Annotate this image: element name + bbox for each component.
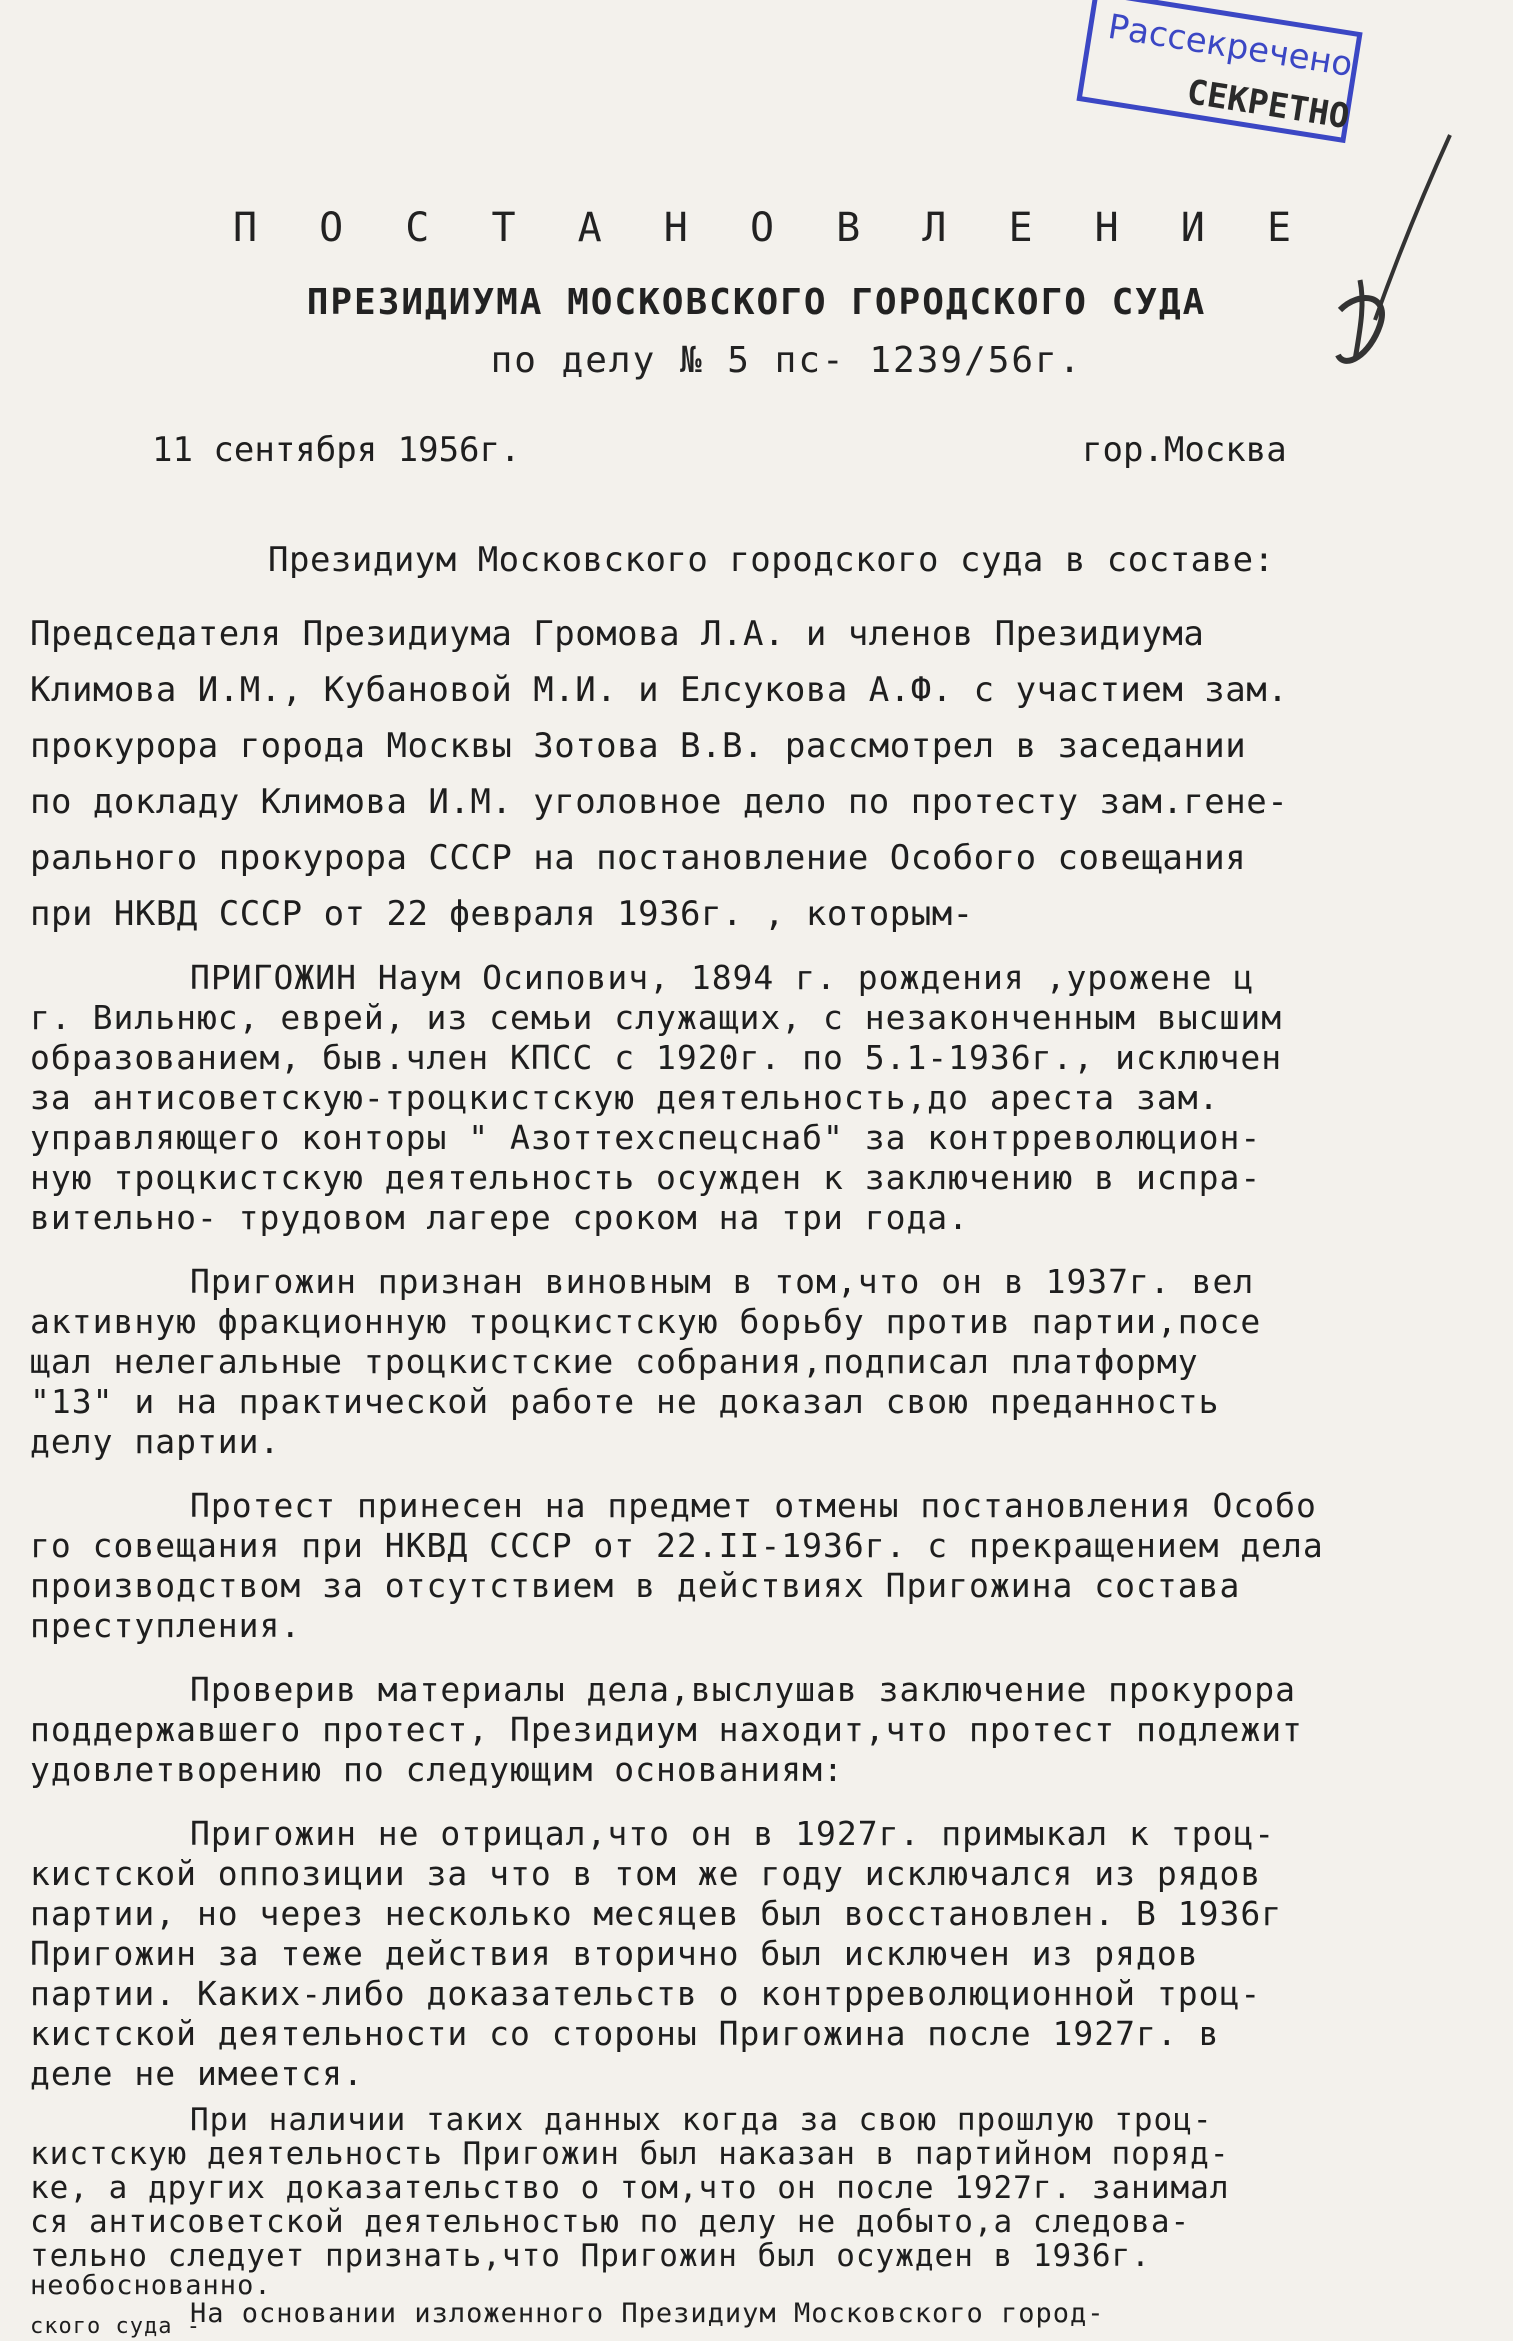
text-line: ную троцкистскую деятельность осужден к заключению в испра- [30, 1158, 1262, 1197]
text-line: преступления. [30, 1606, 302, 1645]
text-line: Председателя Президиума Громова Л.А. и членов Президиума [30, 614, 1205, 654]
text-line: за антисоветскую-троцкистскую деятельность,до ареста зам. [30, 1078, 1220, 1117]
text-line: кистской деятельности со стороны Пригожина после 1927г. в [30, 2014, 1220, 2053]
text-line: партии. Каких-либо доказательств о контрреволюционной троц- [30, 1974, 1262, 2013]
text-line: Пригожин признан виновным в том,что он в 1937г. вел [190, 1262, 1255, 1301]
stamp-declassified-text: Рассекречено [1105, 6, 1356, 86]
text-line: производством за отсутствием в действиях Пригожина состава [30, 1566, 1241, 1605]
text-line: На основании изложенного Президиум Московского город- [190, 2298, 1105, 2329]
text-line: ся антисоветской деятельностью по делу не добыто,а следова- [30, 2204, 1191, 2240]
document-city: гор.Москва [1082, 430, 1287, 470]
case-number: по делу № 5 пс- 1239/56г. [490, 340, 1083, 381]
text-line: кистской оппозиции за что в том же году исключался из рядов [30, 1854, 1262, 1893]
text-line: делу партии. [30, 1422, 281, 1461]
text-line: го совещания при НКВД СССР от 22.II-1936г. с прекращением дела [30, 1526, 1324, 1565]
text-line: Президиум Московского городского суда в составе: [268, 540, 1275, 580]
document-subtitle: ПРЕЗИДИУМА МОСКОВСКОГО ГОРОДСКОГО СУДА [306, 282, 1207, 323]
text-line: Протест принесен на предмет отмены постановления Особо [190, 1486, 1317, 1525]
text-line: Пригожин не отрицал,что он в 1927г. примыкал к троц- [190, 1814, 1276, 1853]
text-line: рального прокурора СССР на постановление Особого совещания [30, 838, 1247, 878]
text-line: при НКВД СССР от 22 февраля 1936г. , которым- [30, 894, 974, 934]
text-line: Проверив материалы дела,выслушав заключение прокурора [190, 1670, 1296, 1709]
text-line: поддержавшего протест, Президиум находит,что протест подлежит [30, 1710, 1303, 1749]
text-line: образованием, быв.член КПСС с 1920г. по 5.1-1936г., исключен [30, 1038, 1283, 1077]
text-line: деле не имеется. [30, 2054, 364, 2093]
text-line: управляющего конторы " Азоттехспецснаб" за контрреволюцион- [30, 1118, 1262, 1157]
text-line: При наличии таких данных когда за свою прошлую троц- [190, 2102, 1213, 2138]
text-line: ского суда - [30, 2314, 201, 2339]
text-line: активную фракционную троцкистскую борьбу против партии,посе [30, 1302, 1262, 1341]
text-line: вительно- трудовом лагере сроком на три года. [30, 1198, 970, 1237]
text-line: "13" и на практической работе не доказал свою преданность [30, 1382, 1220, 1421]
text-line: тельно следует признать,что Пригожин был осужден в 1936г. [30, 2238, 1151, 2274]
text-line: по докладу Климова И.М. уголовное дело по протесту зам.гене- [30, 782, 1289, 822]
stamp-secret-text: СЕКРЕТНО [1184, 72, 1353, 138]
text-line: ке, а других доказательство о том,что он после 1927г. занимал [30, 2170, 1230, 2206]
text-line: необоснованно. [30, 2270, 272, 2301]
document-title: П О С Т А Н О В Л Е Н И Е [232, 205, 1311, 251]
text-line: удовлетворению по следующим основаниям: [30, 1750, 844, 1789]
text-line: щал нелегальные троцкистские собрания,подписал платформу [30, 1342, 1199, 1381]
text-line: Пригожин за теже действия вторично был исключен из рядов [30, 1934, 1199, 1973]
text-line: прокурора города Москвы Зотова В.В. рассмотрел в заседании [30, 726, 1247, 766]
text-line: г. Вильнюс, еврей, из семьи служащих, с незаконченным высшим [30, 998, 1283, 1037]
document-date: 11 сентября 1956г. [152, 430, 521, 470]
text-line: партии, но через несколько месяцев был восстановлен. В 1936г [30, 1894, 1283, 1933]
text-line: кистскую деятельность Пригожин был наказан в партийном поряд- [30, 2136, 1230, 2172]
text-line: ПРИГОЖИН Наум Осипович, 1894 г. рождения ,урожене ц [190, 958, 1255, 997]
text-line: Климова И.М., Кубановой М.И. и Елсукова А.Ф. с участием зам. [30, 670, 1289, 710]
